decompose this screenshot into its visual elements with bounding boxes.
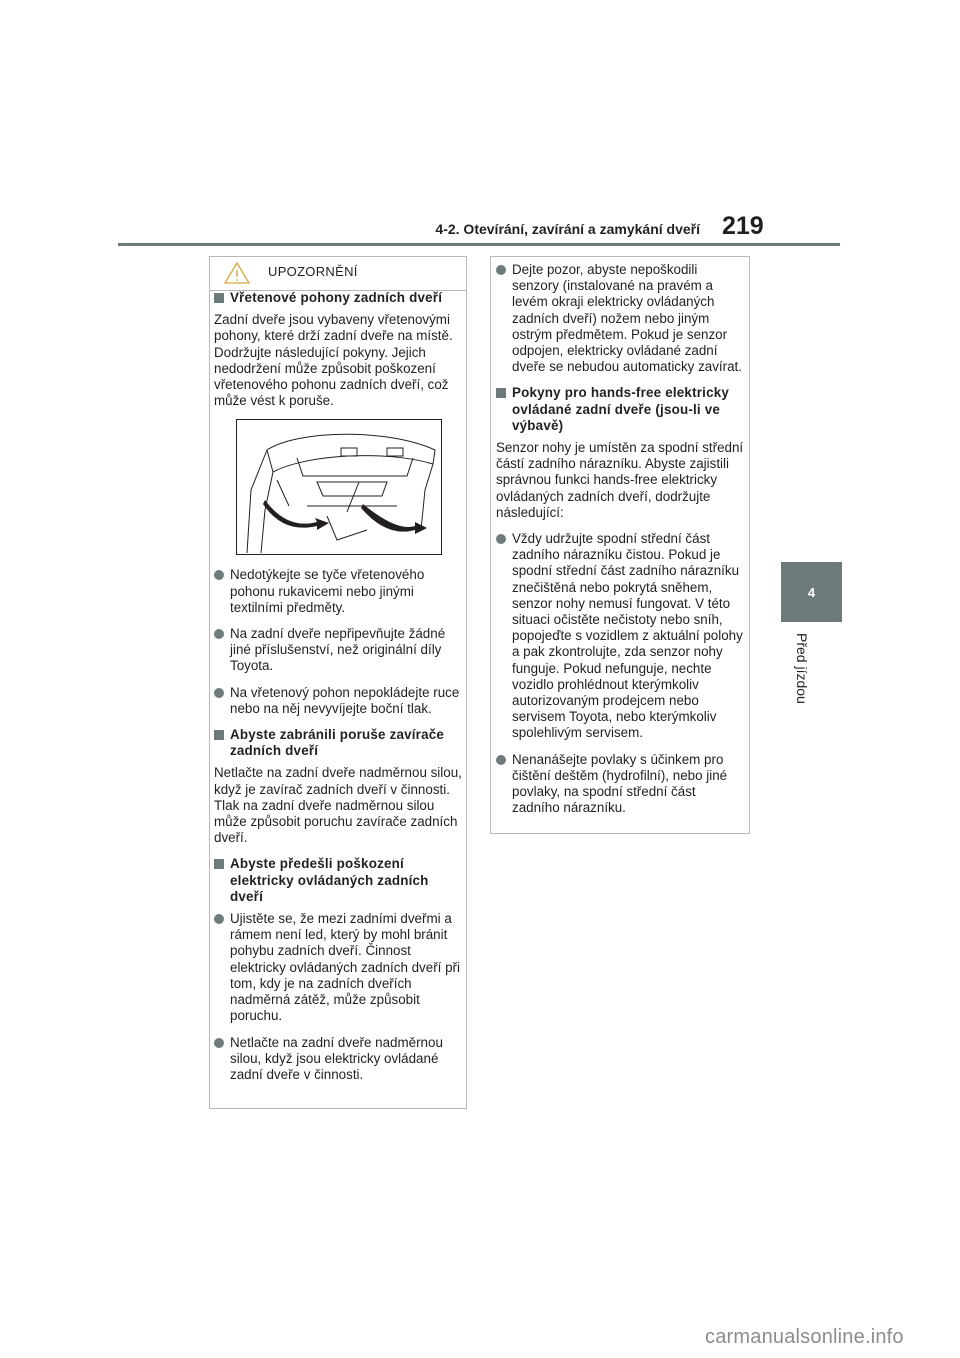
header-title: 4-2. Otevírání, zavírání a zamykání dveří (435, 221, 700, 237)
tailgate-illustration (236, 419, 442, 555)
section-para-spindle: Zadní dveře jsou vybaveny vřetenovými pohony, které drží zadní dveře na místě. Dodržujte následující pokyny. Jejich nedodržení může způsobit poškození vřetenového pohonu zadních dveří, což může vést k poruše. (214, 312, 453, 409)
chapter-label: Před jízdou (794, 633, 810, 704)
list-item: Netlačte na zadní dveře nadměrnou silou, když jsou elektricky ovládané zadní dveře v činnosti. (214, 1035, 464, 1084)
list-item: Vždy udržujte spodní střední část zadního nárazníku čistou. Pokud je spodní střední část zadního nárazníku znečištěná nebo pokrytá sněhem, senzor nohy nemusí fungovat. V této situaci očistěte nečistoty nebo sníh, popojeďte s vozidlem z aktuální polohy a pak zkontrolujte, zda senzor nohy funguje. Pokud nefunguje, nechte vozidlo prohlédnout kterýmkoliv autorizovaným prodejcem nebo servisem Toyota, nebo kterýmkoliv spolehlivým servisem. (496, 531, 746, 742)
section-heading-spindle: Vřetenové pohony zadních dveří (214, 290, 464, 306)
list-item: Ujistěte se, že mezi zadními dveřmi a rámem není led, který by mohl bránit pohybu zadních dveří. Činnost elektricky ovládaných zadních dveří při tom, kdy je na zadních dveřích nadměrná zátěž, může způsobit poruchu. (214, 911, 464, 1024)
list-item: Nenanášejte povlaky s účinkem pro čištění deštěm (hydrofilní), nebo jiné povlaky, na spodní střední část zadního nárazníku. (496, 752, 746, 817)
section-heading-power-door: Abyste předešli poškození elektricky ovládaných zadních dveří (214, 856, 464, 905)
list-item: Na zadní dveře nepřipevňujte žádné jiné příslušenství, než originální díly Toyota. (214, 626, 464, 675)
section-heading-closer: Abyste zabránili poruše zavírače zadních dveří (214, 727, 464, 759)
header-rule (118, 243, 840, 246)
list-item: Nedotýkejte se tyče vřetenového pohonu rukavicemi nebo jinými textilními předměty. (214, 567, 464, 616)
warning-triangle-icon (224, 262, 250, 287)
left-column (214, 290, 464, 1093)
footer-watermark: carmanualsonline.info (705, 1326, 904, 1348)
list-item: Dejte pozor, abyste nepoškodili senzory (instalované na pravém a levém okraji elektricky ovládaných zadních dveří) nožem nebo jiným ostrým předmětem. Pokud je senzor odpojen, elektricky ovládané zadní dveře se nebudou automaticky zavírat. (496, 262, 746, 375)
right-column (496, 262, 746, 827)
chapter-number: 4 (807, 584, 816, 600)
page-number: 219 (722, 212, 764, 240)
warning-title: UPOZORNĚNÍ (268, 264, 358, 279)
warning-header (210, 257, 466, 291)
section-para-closer: Netlačte na zadní dveře nadměrnou silou, když je zavírač zadních dveří v činnosti. Tlak na zadní dveře nadměrnou silou může způsobit poruchu zavírače zadních dveří. (214, 765, 462, 846)
section-para-hands-free: Senzor nohy je umístěn za spodní střední částí zadního nárazníku. Abyste zajistili správnou funkci hands-free elektricky ovládaných zadních dveří, dodržujte následující: (496, 440, 744, 520)
chapter-tab (781, 562, 842, 622)
list-item: Na vřetenový pohon nepokládejte ruce nebo na něj nevyvíjejte boční tlak. (214, 685, 464, 717)
section-heading-hands-free: Pokyny pro hands-free elektricky ovládané zadní dveře (jsou-li ve výbavě) (496, 385, 746, 434)
